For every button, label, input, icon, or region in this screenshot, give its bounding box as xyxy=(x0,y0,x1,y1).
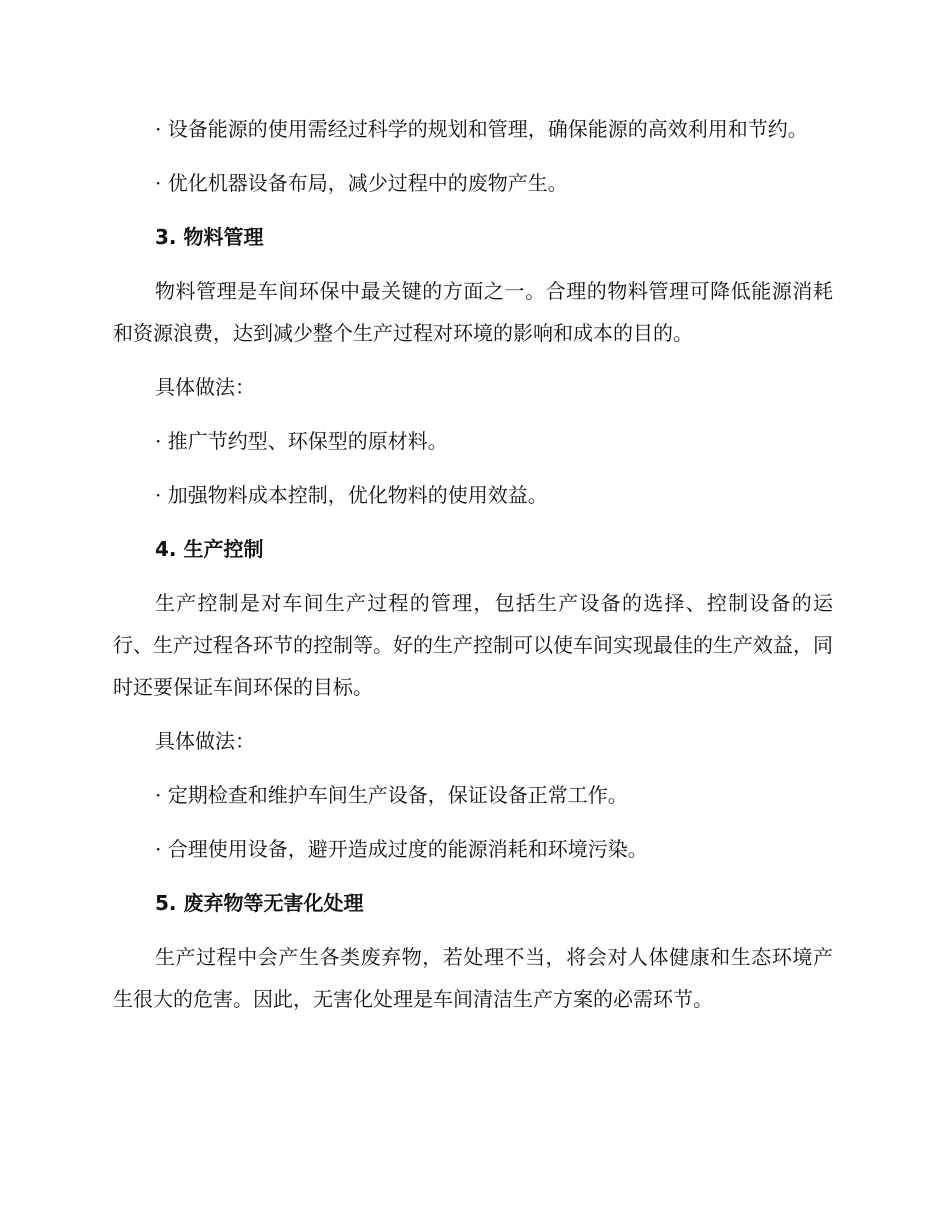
bullet-energy-planning: · 设备能源的使用需经过科学的规划和管理，确保能源的高效利用和节约。 xyxy=(155,117,808,141)
paragraph-specific-methods: 具体做法： xyxy=(155,729,255,753)
bullet-equipment-layout: · 优化机器设备布局，减少过程中的废物产生。 xyxy=(155,171,568,195)
section-heading-production-control: 4. 生产控制 xyxy=(155,537,264,561)
section-heading-material-management: 3. 物料管理 xyxy=(155,225,264,249)
document-body xyxy=(113,108,833,1020)
paragraph-waste-treatment: 生产过程中会产生各类废弃物，若处理不当，将会对人体健康和生态环境产生很大的危害。因此，无害化处理是车间清洁生产方案的必需环节。 xyxy=(113,945,833,1011)
paragraph-material-management: 物料管理是车间环保中最关键的方面之一。合理的物料管理可降低能源消耗和资源浪费，达到减少整个生产过程对环境的影响和成本的目的。 xyxy=(113,279,833,345)
section-heading-waste-treatment: 5. 废弃物等无害化处理 xyxy=(155,891,364,915)
bullet-proper-equipment-use: · 合理使用设备，避开造成过度的能源消耗和环境污染。 xyxy=(155,837,648,861)
bullet-eco-materials: · 推广节约型、环保型的原材料。 xyxy=(155,429,448,453)
paragraph-specific-methods: 具体做法： xyxy=(155,375,255,399)
paragraph-production-control: 生产控制是对车间生产过程的管理，包括生产设备的选择、控制设备的运行、生产过程各环节的控制等。好的生产控制可以使车间实现最佳的生产效益，同时还要保证车间环保的目标。 xyxy=(113,591,833,699)
bullet-cost-control: · 加强物料成本控制，优化物料的使用效益。 xyxy=(155,483,548,507)
bullet-equipment-maintenance: · 定期检查和维护车间生产设备，保证设备正常工作。 xyxy=(155,783,628,807)
